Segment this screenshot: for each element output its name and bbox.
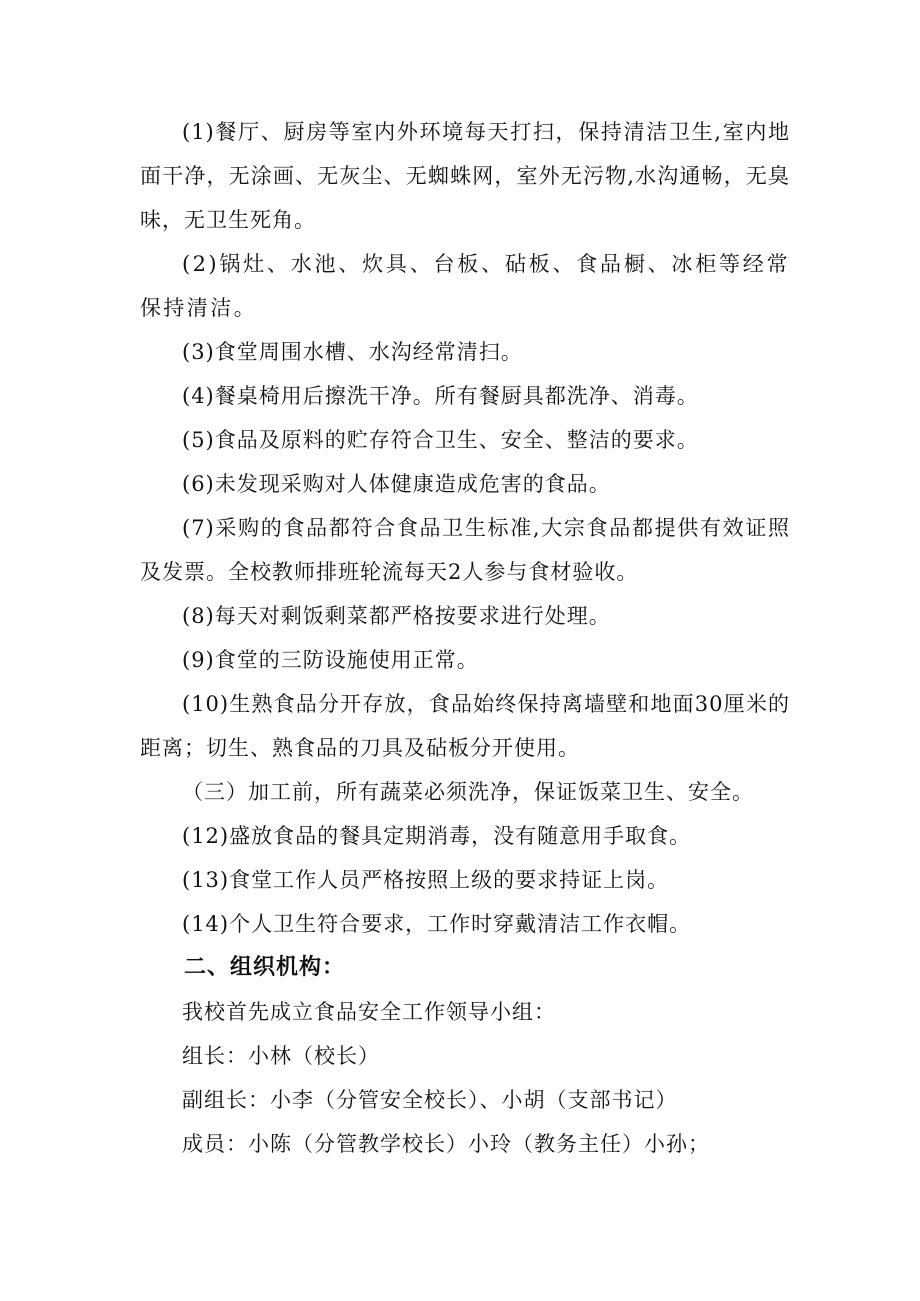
org-intro: 我校首先成立食品安全工作领导小组： (182, 1000, 556, 1024)
document-page (140, 110, 790, 1166)
item-12: (12)盛放食品的餐具定期消毒，没有随意用手取食。 (182, 824, 692, 848)
item-13: (13)食堂工作人员严格按照上级的要求持证上岗。 (182, 868, 670, 892)
item-2: (2)锅灶、水池、炊具、台板、砧板、食品橱、冰柜等经常保持清洁。 (140, 252, 790, 320)
item-9: (9)食堂的三防设施使用正常。 (182, 648, 479, 672)
item-1: (1)餐厅、厨房等室内外环境每天打扫，保持清洁卫生,室内地面干净，无涂画、无灰尘、无蜘蛛网，室外无污物,水沟通畅，无臭味，无卫生死角。 (140, 120, 790, 232)
item-11: （三）加工前，所有蔬菜必须洗净，保证饭菜卫生、安全。 (182, 780, 754, 804)
org-members: 成员：小陈（分管教学校长）小玲（教务主任）小孙； (182, 1132, 710, 1156)
item-7: (7)采购的食品都符合食品卫生标准,大宗食品都提供有效证照及发票。全校教师排班轮流每天2人参与食材验收。 (140, 516, 790, 584)
org-leader: 组长：小林（校长） (182, 1044, 380, 1068)
org-deputy: 副组长：小李（分管安全校长）、小胡（支部书记） (182, 1088, 678, 1112)
item-14: (14)个人卫生符合要求，工作时穿戴清洁工作衣帽。 (182, 912, 692, 936)
item-6: (6)未发现采购对人体健康造成危害的食品。 (182, 472, 611, 496)
item-8: (8)每天对剩饭剩菜都严格按要求进行处理。 (182, 604, 611, 628)
item-5: (5)食品及原料的贮存符合卫生、安全、整洁的要求。 (182, 428, 699, 452)
item-4: (4)餐桌椅用后擦洗干净。所有餐厨具都洗净、消毒。 (182, 384, 699, 408)
section-heading: 二、组织机构： (184, 955, 346, 980)
item-3: (3)食堂周围水槽、水沟经常清扫。 (182, 340, 523, 364)
item-10: (10)生熟食品分开存放，食品始终保持离墙壁和地面30厘米的距离；切生、熟食品的刀具及砧板分开使用。 (140, 692, 790, 760)
